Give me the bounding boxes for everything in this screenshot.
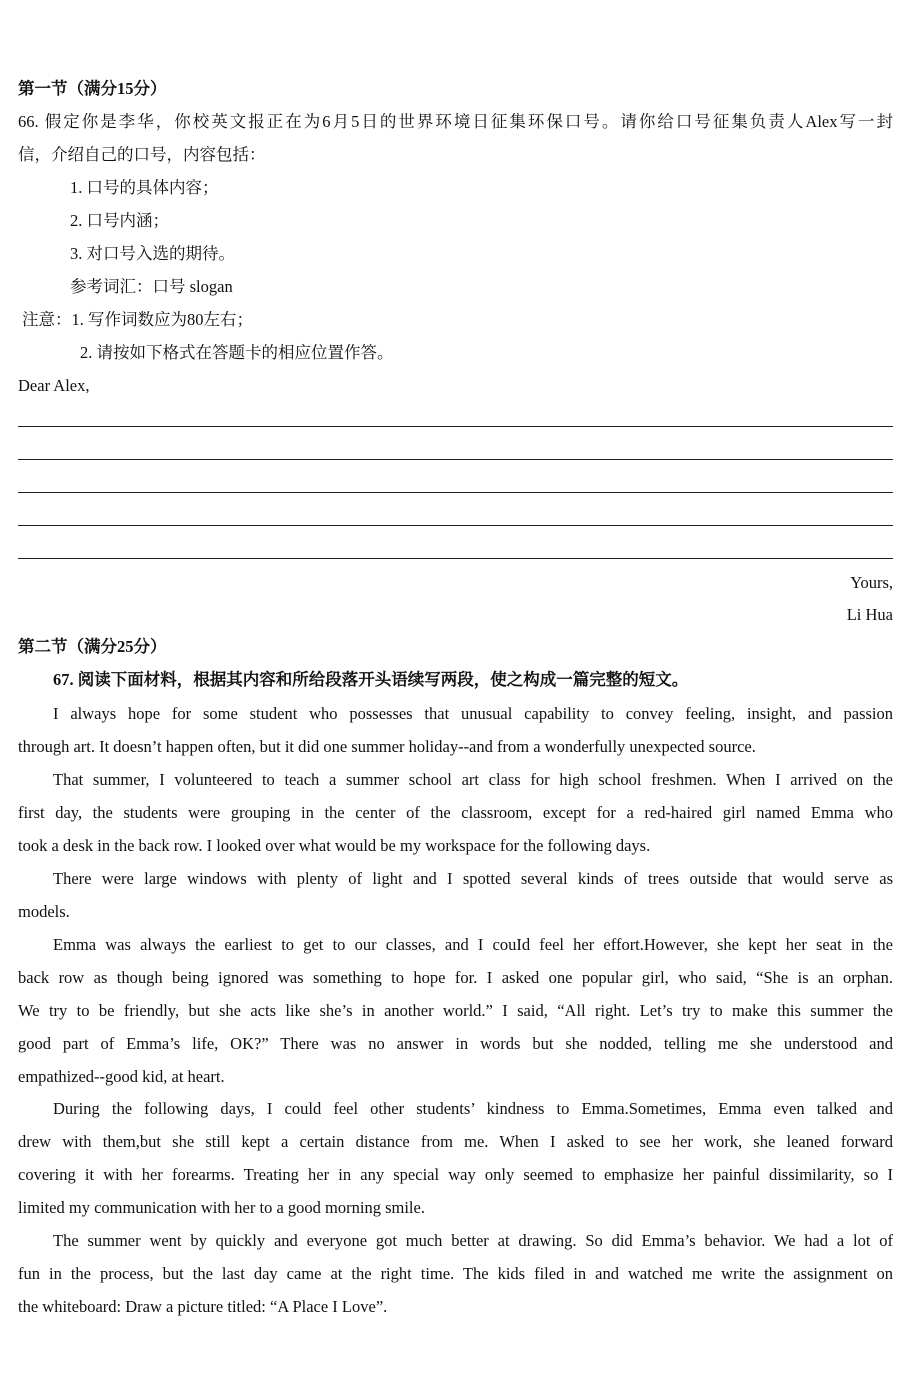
passage-line: drew with them,but she still kept a certain distance from me. When I asked to see her work, she leaned forward	[18, 1132, 893, 1151]
passage-line: That summer, I volunteered to teach a summer school art class for high school freshmen. When I arrived on the	[53, 770, 893, 789]
passage-line: The summer went by quickly and everyone got much better at drawing. So did Emma’s behavior. We had a lot of	[53, 1231, 893, 1250]
section2-heading: 第二节（满分25分）	[18, 637, 167, 656]
answer-line	[18, 459, 893, 460]
letter-closing: Yours,	[850, 573, 893, 592]
passage-line: empathized--good kid, at heart.	[18, 1067, 225, 1086]
passage-line: Emma was always the earliest to get to our classes, and I couId feel her effort.However, she kept her seat in the	[53, 935, 893, 954]
passage-line: back row as though being ignored was something to hope for. I asked one popular girl, who said, “She is an orphan.	[18, 968, 893, 987]
q66-item-3: 3. 对口号入选的期待。	[70, 244, 235, 263]
answer-line	[18, 492, 893, 493]
passage-line: first day, the students were grouping in the center of the classroom, except for a red-haired girl named Emma who	[18, 803, 893, 822]
passage-line: There were large windows with plenty of light and I spotted several kinds of trees outside that would serve as	[53, 869, 893, 888]
answer-line	[18, 558, 893, 559]
q66-item-2: 2. 口号内涵；	[70, 211, 169, 230]
passage-line: covering it with her forearms. Treating her in any special way only seemed to emphasize her painful dissimilarity, so I	[18, 1165, 893, 1184]
letter-greeting: Dear Alex,	[18, 376, 90, 395]
answer-line	[18, 426, 893, 427]
q66-note-2: 2. 请按如下格式在答题卡的相应位置作答。	[80, 343, 394, 362]
q66-item-1: 1. 口号的具体内容；	[70, 178, 219, 197]
section1-heading: 第一节（满分15分）	[18, 79, 167, 98]
passage-line: models.	[18, 902, 70, 921]
passage-line: fun in the process, but the last day came at the right time. The kids filed in and watched me write the assignment on	[18, 1264, 893, 1283]
passage-line: limited my communication with her to a good morning smile.	[18, 1198, 425, 1217]
passage-line: We try to be friendly, but she acts like she’s in another world.” I said, “All right. Let’s try to make this summer the	[18, 1001, 893, 1020]
answer-line	[18, 525, 893, 526]
letter-signature: Li Hua	[846, 605, 893, 624]
q66-prompt-line1: 66. 假定你是李华，你校英文报正在为6月5日的世界环境日征集环保口号。请你给口号征集负责人Alex写一封	[18, 112, 893, 131]
passage-line: through art. It doesn’t happen often, but it did one summer holiday--and from a wonderfully unexpected source.	[18, 737, 756, 756]
passage-line: took a desk in the back row. I looked over what would be my workspace for the following days.	[18, 836, 651, 855]
passage-line: During the following days, I could feel other students’ kindness to Emma.Sometimes, Emma even talked and	[53, 1099, 893, 1118]
passage-line: the whiteboard: Draw a picture titled: “A Place I Love”.	[18, 1297, 388, 1316]
q66-prompt-line2: 信，介绍自己的口号，内容包括：	[18, 145, 266, 164]
passage-line: I always hope for some student who possesses that unusual capability to convey feeling, insight, and passion	[53, 704, 893, 723]
passage-line: good part of Emma’s life, OK?” There was no answer in words but she nodded, telling me she understood and	[18, 1034, 893, 1053]
q67-prompt: 67. 阅读下面材料，根据其内容和所给段落开头语续写两段，使之构成一篇完整的短文。	[53, 670, 689, 689]
q66-note-1: 注意：1. 写作词数应为80左右；	[22, 310, 253, 329]
q66-vocab: 参考词汇：口号 slogan	[70, 277, 233, 296]
